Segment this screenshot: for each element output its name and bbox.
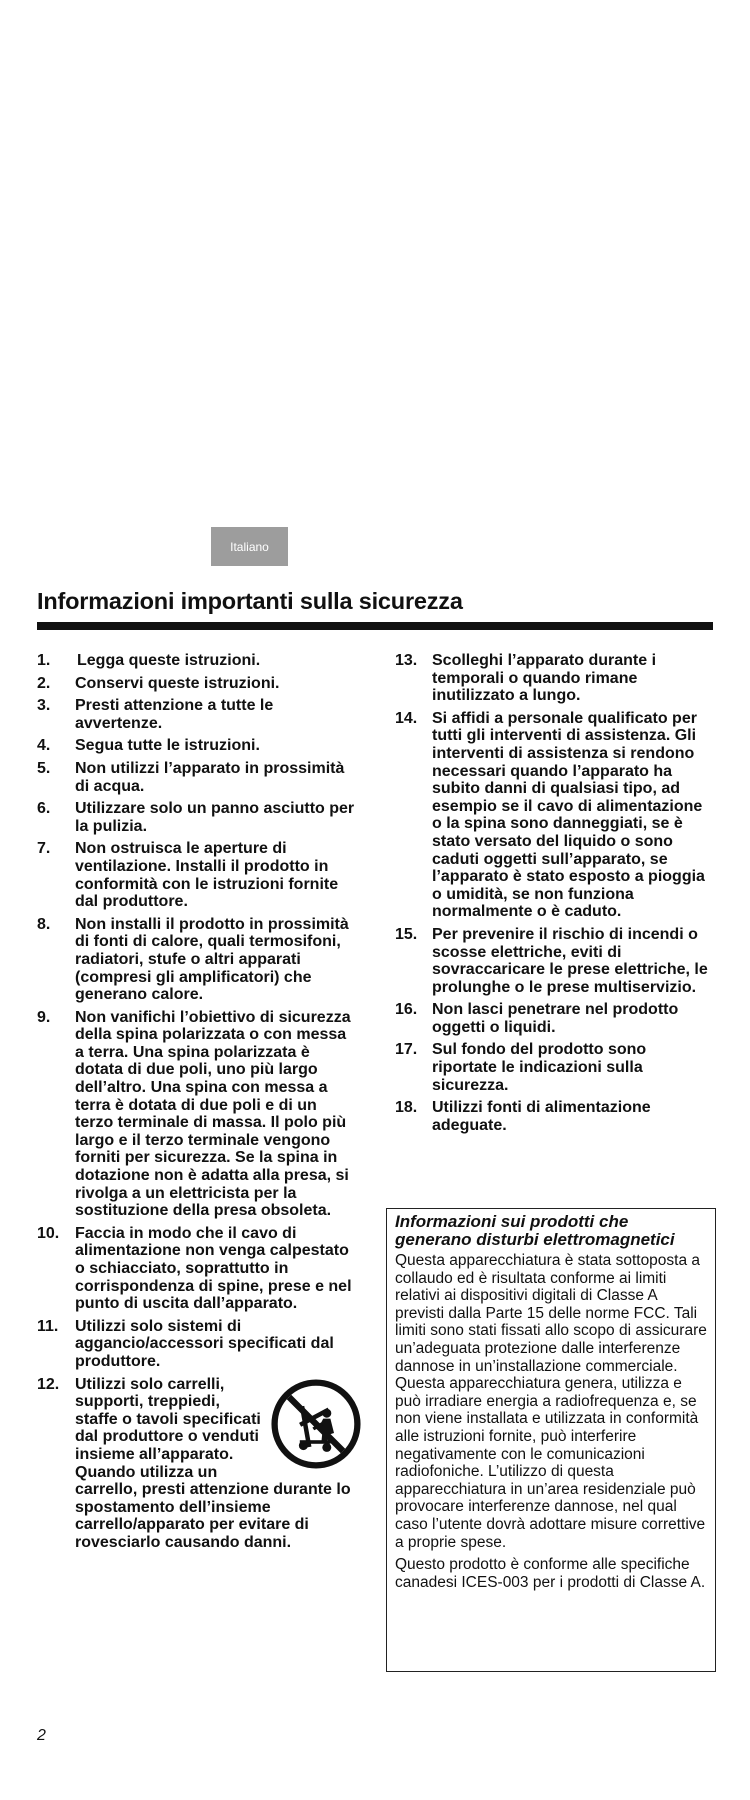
list-item bbox=[37, 675, 355, 693]
item-number: 8. bbox=[37, 915, 51, 933]
item-text: Utilizzare solo un panno asciutto per la pulizia. bbox=[75, 800, 355, 835]
list-item bbox=[37, 760, 355, 795]
item-text: Non vanifichi l’obiettivo di sicurezza della spina polarizzata o con messa a terra. Una spina polarizzata è dotata di due poli, uno più largo dell’altro. Una spina con messa a terra è dotata di due poli e di un terzo terminale di massa. Il polo più largo e il terzo terminale vengono forniti per sicurezza. Se la spina in dotazione non è adatta alla presa, si rivolga a un elettricista per la sostituzione della presa obsoleta. bbox=[75, 1008, 351, 1220]
item-number: 5. bbox=[37, 759, 51, 777]
page-number: 2 bbox=[37, 1727, 46, 1744]
item-text: Legga queste istruzioni. bbox=[77, 652, 261, 669]
item-number: 18. bbox=[395, 1099, 418, 1117]
item-text: Non utilizzi l’apparato in prossimità di acqua. bbox=[75, 759, 345, 795]
list-item bbox=[395, 1099, 715, 1134]
list-item bbox=[395, 652, 715, 705]
list-item bbox=[37, 652, 355, 670]
list-item bbox=[37, 1318, 355, 1371]
list-item bbox=[37, 1376, 355, 1552]
item-number: 3. bbox=[37, 697, 51, 715]
title-rule bbox=[37, 622, 713, 630]
item-text: Utilizzi solo carrelli, supporti, treppiedi, staffe o tavoli specificati dal produttore o venduti insieme all’apparato. Quando utilizza un carrello, presti attenzione durante lo spostamento dell’insieme carrello/apparato per evitare di rovesciarlo causando danni. bbox=[75, 1375, 351, 1551]
item-text: Conservi queste istruzioni. bbox=[75, 674, 280, 692]
emc-notice-box bbox=[386, 1208, 716, 1672]
list-item bbox=[37, 1009, 355, 1220]
item-text: Utilizzi solo sistemi di aggancio/accessori specificati dal produttore. bbox=[75, 1317, 334, 1370]
list-item bbox=[37, 1225, 355, 1313]
item-number: 4. bbox=[37, 737, 51, 755]
item-number: 2. bbox=[37, 674, 51, 692]
item-text: Si affidi a personale qualificato per tutti gli interventi di assistenza. Gli interventi di assistenza si rendono necessari quando l’apparato ha subito danni di qualsiasi tipo, ad esempio se il cavo di alimentazione o la spina sono danneggiati, se è stato versato del liquido o sono caduti oggetti sull’apparato, se l’apparato è stato esposto a pioggia o umidità, se non funziona normalmente o è caduto. bbox=[432, 709, 705, 921]
item-text: Non ostruisca le aperture di ventilazione. Installi il prodotto in conformità con le istruzioni fornite dal produttore. bbox=[75, 840, 339, 911]
safety-list-left bbox=[37, 652, 355, 1557]
item-text: Segua tutte le istruzioni. bbox=[75, 737, 260, 755]
item-number: 16. bbox=[395, 1001, 418, 1019]
item-number: 15. bbox=[395, 925, 418, 943]
item-text: Faccia in modo che il cavo di alimentazione non venga calpestato o schiacciato, soprattutto in corrispondenza di spine, prese e nel punto di uscita dall’apparato. bbox=[75, 1224, 352, 1313]
list-item bbox=[37, 840, 355, 910]
item-text: Non lasci penetrare nel prodotto oggetti o liquidi. bbox=[432, 1001, 679, 1036]
list-item bbox=[395, 926, 715, 996]
emc-notice-title: Informazioni sui prodotti che generano disturbi elettromagnetici bbox=[395, 1212, 675, 1249]
item-number: 9. bbox=[37, 1008, 51, 1026]
page-title: Informazioni importanti sulla sicurezza bbox=[37, 588, 463, 614]
item-text: Presti attenzione a tutte le avvertenze. bbox=[75, 697, 274, 732]
item-text: Utilizzi fonti di alimentazione adeguate. bbox=[432, 1099, 651, 1134]
item-number: 14. bbox=[395, 709, 418, 727]
list-item bbox=[395, 1001, 715, 1036]
item-number: 1. bbox=[37, 652, 51, 669]
cart-tip-over-warning-icon bbox=[271, 1378, 361, 1470]
item-number: 10. bbox=[37, 1224, 60, 1242]
item-number: 12. bbox=[37, 1375, 60, 1393]
list-item bbox=[37, 697, 355, 732]
item-number: 7. bbox=[37, 840, 51, 858]
safety-list-right bbox=[395, 652, 715, 1139]
item-text: Per prevenire il rischio di incendi o scosse elettriche, eviti di sovraccaricare le prese elettriche, le prolunghe o le prese multiservizio. bbox=[432, 925, 708, 996]
language-tab: Italiano bbox=[211, 527, 288, 566]
list-item bbox=[395, 1041, 715, 1094]
list-item bbox=[37, 800, 355, 835]
item-number: 11. bbox=[37, 1317, 59, 1335]
item-number: 13. bbox=[395, 652, 418, 669]
item-number: 6. bbox=[37, 800, 51, 818]
item-text: Scolleghi l’apparato durante i temporali o quando rimane inutilizzato a lungo. bbox=[432, 652, 657, 705]
item-text: Non installi il prodotto in prossimità di fonti di calore, quali termosifoni, radiatori, stufe o altri apparati (compresi gli amplificatori) che generano calore. bbox=[75, 915, 349, 1004]
item-number: 17. bbox=[395, 1041, 418, 1059]
emc-notice-paragraph: Questo prodotto è conforme alle specifiche canadesi ICES-003 per i prodotti di Classe A. bbox=[395, 1556, 706, 1591]
list-item bbox=[395, 710, 715, 921]
list-item bbox=[37, 737, 355, 755]
emc-notice-paragraph: Questa apparecchiatura è stata sottoposta a collaudo ed è risultata conforme ai limiti relativi ai dispositivi digitali di Classe A previsti dalla Parte 15 delle norme FCC. Tali limiti sono stati fissati allo scopo di assicurare un’adeguata protezione dalle interferenze dannose in un’installazione commerciale. Questa apparecchiatura genera, utilizza e può irradiare energia a radiofrequenza e, se non viene installata e utilizzata in conformità alle istruzioni fornite, può interferire negativamente con le comunicazioni radiofoniche. L’utilizzo di questa apparecchiatura in un’area residenziale può provocare interferenze dannose, nel qual caso l’utente dovrà adottare misure correttive a proprie spese. bbox=[395, 1252, 707, 1551]
item-text: Sul fondo del prodotto sono riportate le indicazioni sulla sicurezza. bbox=[432, 1041, 647, 1094]
list-item bbox=[37, 916, 355, 1004]
